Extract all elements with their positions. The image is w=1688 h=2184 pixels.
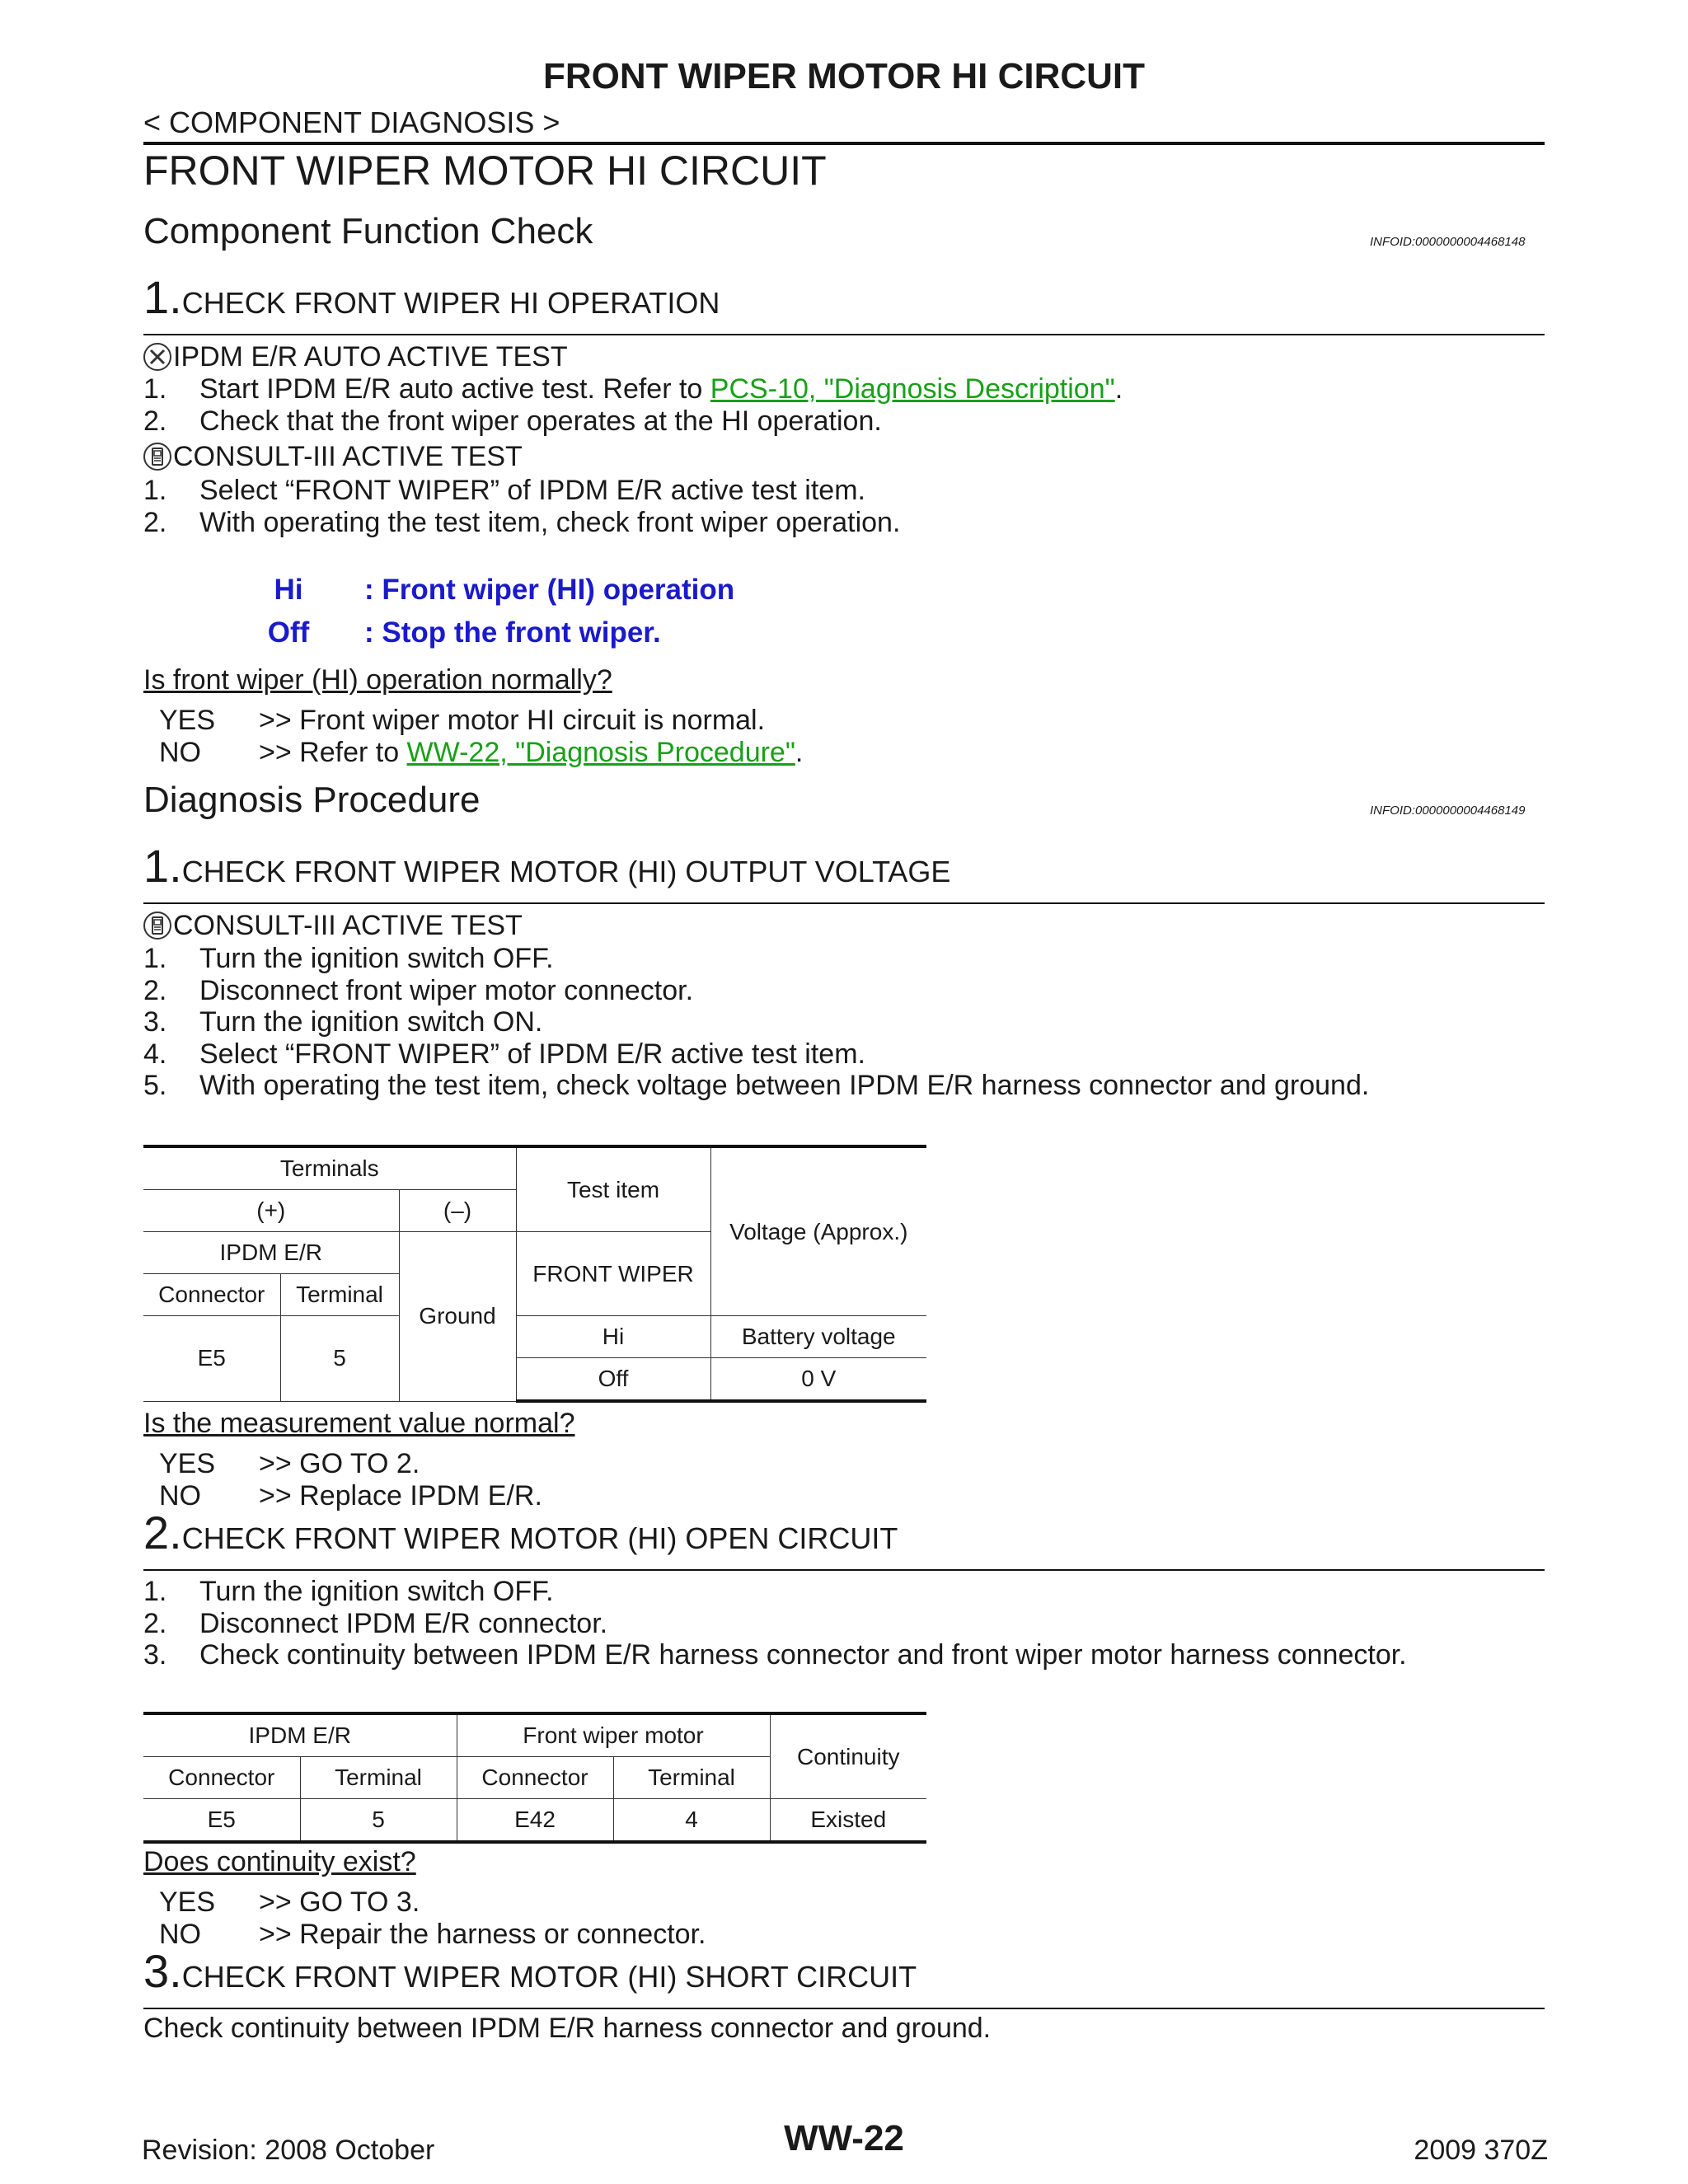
ipdm-auto-active-test-icon (143, 343, 171, 371)
spec-value-off: : Stop the front wiper. (364, 616, 661, 649)
ww-22-link[interactable]: WW-22, "Diagnosis Procedure" (406, 737, 795, 768)
step-text: Check continuity between IPDM E/R harness connector and ground. (143, 2013, 992, 2044)
list-item: 5. With operating the test item, check voltage between IPDM E/R harness connector and ground. (143, 1070, 1370, 1101)
table-header: Terminals (143, 1146, 516, 1190)
yes-result: >> GO TO 3. (259, 1886, 420, 1918)
header-rule (143, 142, 1545, 145)
step-rule (143, 334, 1545, 335)
check-question: Does continuity exist? (143, 1846, 416, 1877)
list-item: 3. Turn the ignition switch ON. (143, 1006, 543, 1038)
table-header: Connector (143, 1274, 280, 1316)
table-header: (–) (399, 1190, 516, 1232)
step-number: 2. (143, 1507, 182, 1558)
step-title: CHECK FRONT WIPER HI OPERATION (181, 286, 720, 320)
step-heading (143, 1506, 898, 1559)
footer-model: 2009 370Z (1414, 2135, 1548, 2166)
yes-result: >> Front wiper motor HI circuit is normal. (259, 705, 766, 736)
table-header: Terminal (613, 1757, 770, 1799)
table-cell: E5 (143, 1799, 300, 1843)
step-rule (143, 1569, 1545, 1571)
table-cell: Battery voltage (710, 1316, 926, 1358)
continuity-table (143, 1712, 926, 1844)
table-cell: Off (516, 1358, 710, 1402)
spec-value-hi: : Front wiper (HI) operation (364, 574, 735, 606)
list-item: 1. Select “FRONT WIPER” of IPDM E/R active test item. (143, 475, 865, 506)
list-item: 2. With operating the test item, check front wiper operation. (143, 507, 901, 538)
consult-iii-icon (143, 912, 171, 940)
step-heading (143, 1944, 917, 1998)
no-label: NO (159, 1480, 201, 1511)
table-header: Voltage (Approx.) (710, 1146, 926, 1316)
yes-label: YES (159, 705, 216, 736)
list-item: 2. Disconnect front wiper motor connector. (143, 975, 694, 1006)
table-cell: 4 (613, 1799, 770, 1843)
list-item: 3. Check continuity between IPDM E/R harness connector and front wiper motor harness connector. (143, 1639, 1407, 1671)
yes-label: YES (159, 1886, 216, 1918)
no-result: >> Refer to WW-22, "Diagnosis Procedure". (259, 737, 804, 768)
step-title: CHECK FRONT WIPER MOTOR (HI) OPEN CIRCUIT (181, 1521, 898, 1555)
footer-revision: Revision: 2008 October (142, 2135, 435, 2166)
consult-active-test-label: CONSULT-III ACTIVE TEST (143, 441, 523, 473)
step-number: 3. (143, 1945, 182, 1997)
yes-label: YES (159, 1448, 216, 1479)
no-result: >> Replace IPDM E/R. (259, 1480, 542, 1511)
table-cell: FRONT WIPER (516, 1232, 710, 1316)
list-item: 2. Disconnect IPDM E/R connector. (143, 1608, 608, 1639)
table-header: Connector (457, 1757, 613, 1799)
table-cell: 5 (280, 1316, 399, 1402)
infoid-dp: INFOID:0000000004468149 (1370, 804, 1526, 818)
no-label: NO (159, 737, 201, 768)
table-header: Continuity (770, 1713, 926, 1799)
table-header: Terminal (300, 1757, 457, 1799)
table-header: IPDM E/R (143, 1232, 399, 1274)
table-cell: 5 (300, 1799, 457, 1843)
spec-key-off: Off (267, 616, 310, 649)
step-number: 1. (143, 840, 182, 892)
step-heading (143, 839, 950, 893)
section-heading-cfc: Component Function Check (143, 211, 593, 251)
list-item: 1. Turn the ignition switch OFF. (143, 1576, 554, 1607)
no-result: >> Repair the harness or connector. (259, 1919, 706, 1950)
page-title: FRONT WIPER MOTOR HI CIRCUIT (143, 148, 827, 194)
table-cell: Hi (516, 1316, 710, 1358)
check-question: Is the measurement value normal? (143, 1408, 575, 1439)
yes-result: >> GO TO 2. (259, 1448, 420, 1479)
consult-iii-icon (143, 443, 171, 471)
step-rule (143, 2008, 1545, 2009)
list-item: 4. Select “FRONT WIPER” of IPDM E/R active test item. (143, 1038, 865, 1070)
table-header: IPDM E/R (143, 1713, 457, 1757)
table-cell: E5 (143, 1316, 280, 1402)
step-number: 1. (143, 271, 182, 323)
pcs-10-link[interactable]: PCS-10, "Diagnosis Description" (710, 373, 1115, 405)
step-title: CHECK FRONT WIPER MOTOR (HI) SHORT CIRCUIT (181, 1960, 917, 1994)
table-cell: 0 V (710, 1358, 926, 1402)
infoid-cfc: INFOID:0000000004468148 (1370, 235, 1526, 249)
list-item: 1. Turn the ignition switch OFF. (143, 943, 554, 974)
ipdm-auto-test-label: IPDM E/R AUTO ACTIVE TEST (143, 341, 568, 373)
list-item: 1. Start IPDM E/R auto active test. Refer to PCS-10, "Diagnosis Description". (143, 373, 1123, 405)
consult-active-test-label: CONSULT-III ACTIVE TEST (143, 910, 523, 942)
table-cell: Existed (770, 1799, 926, 1843)
voltage-table (143, 1145, 926, 1403)
step-rule (143, 902, 1545, 904)
footer-page-number: WW-22 (784, 2118, 904, 2158)
table-cell: E42 (457, 1799, 613, 1843)
table-header: Test item (516, 1146, 710, 1232)
step-heading (143, 270, 720, 324)
breadcrumb: < COMPONENT DIAGNOSIS > (143, 105, 560, 139)
table-header: Terminal (280, 1274, 399, 1316)
table-header: (+) (143, 1190, 399, 1232)
check-question: Is front wiper (HI) operation normally? (143, 664, 612, 696)
table-header: Front wiper motor (457, 1713, 770, 1757)
table-header: Connector (143, 1757, 300, 1799)
step-title: CHECK FRONT WIPER MOTOR (HI) OUTPUT VOLTAGE (181, 855, 951, 888)
list-item: 2. Check that the front wiper operates at the HI operation. (143, 405, 882, 437)
section-heading-dp: Diagnosis Procedure (143, 780, 481, 820)
table-cell: Ground (399, 1232, 516, 1402)
spec-key-hi: Hi (274, 574, 303, 606)
no-label: NO (159, 1919, 201, 1950)
top-title: FRONT WIPER MOTOR HI CIRCUIT (542, 56, 1146, 96)
